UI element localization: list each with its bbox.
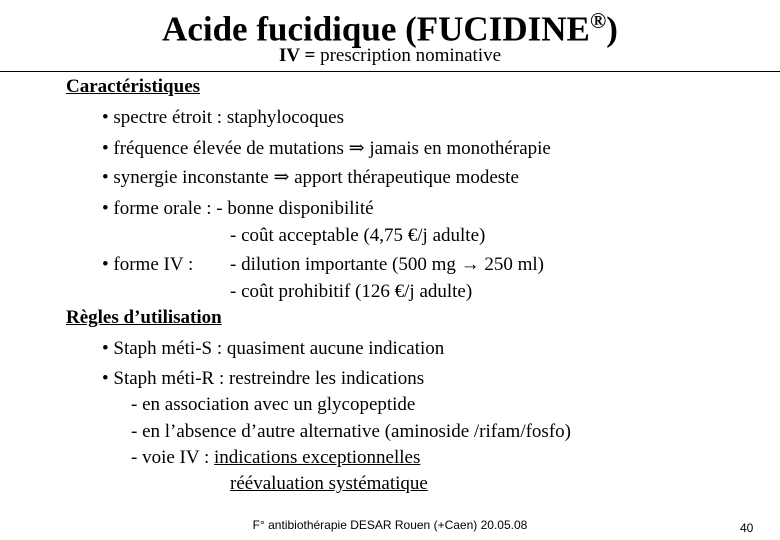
list-item — [102, 197, 374, 221]
underlined-text: indications exceptionnelles — [214, 447, 421, 468]
list-subitem: - dilution importante (500 mg → 250 ml) — [230, 254, 544, 275]
slide-subtitle — [0, 44, 780, 68]
page-number: 40 — [740, 521, 754, 535]
list-item — [102, 253, 193, 277]
registered-mark: ® — [589, 8, 607, 33]
section-heading-caracteristiques: Caractéristiques — [66, 76, 201, 97]
list-item — [102, 137, 551, 161]
bullet-icon: • — [102, 254, 109, 275]
list-item — [102, 337, 444, 361]
bullet-icon: • — [102, 138, 109, 159]
list-item-text: spectre étroit : staphylocoques — [113, 107, 344, 128]
list-subitem: - en association avec un glycopeptide — [131, 394, 416, 415]
list-subitem: - en l’absence d’autre alternative (aminoside /rifam/fosfo) — [131, 421, 571, 442]
section-heading-regles: Règles d’utilisation — [66, 307, 222, 328]
list-subitem-prefix: - voie IV : — [131, 447, 215, 468]
bullet-icon: • — [102, 167, 109, 188]
list-item — [102, 166, 519, 190]
title-close: ) — [606, 9, 618, 49]
list-item — [102, 106, 344, 130]
bullet-icon: • — [102, 198, 109, 219]
list-subitem — [131, 446, 420, 470]
title-text: Acide fucidique (FUCIDINE — [162, 9, 590, 49]
list-item-text: forme IV : — [113, 254, 194, 275]
underlined-text: réévaluation systématique — [230, 473, 428, 494]
subtitle-text: prescription nominative — [320, 45, 502, 66]
bullet-icon: • — [102, 368, 109, 389]
bullet-icon: • — [102, 107, 109, 128]
subtitle-iv: IV = — [278, 45, 321, 66]
list-item-text: forme orale : - bonne disponibilité — [113, 198, 374, 219]
list-item-text: fréquence élevée de mutations ⇒ jamais en monothérapie — [113, 138, 551, 159]
slide-footer: F° antibiothérapie DESAR Rouen (+Caen) 20.05.08 — [252, 518, 528, 532]
title-divider — [0, 71, 780, 72]
list-item-text: Staph méti-R : restreindre les indications — [113, 368, 425, 389]
list-item-text: synergie inconstante ⇒ apport thérapeutique modeste — [113, 167, 519, 188]
list-subitem: - coût acceptable (4,75 €/j adulte) — [230, 225, 486, 246]
list-item-text: Staph méti-S : quasiment aucune indication — [113, 338, 445, 359]
bullet-icon: • — [102, 338, 109, 359]
list-item — [102, 367, 424, 391]
list-subitem: - coût prohibitif (126 €/j adulte) — [230, 281, 473, 302]
